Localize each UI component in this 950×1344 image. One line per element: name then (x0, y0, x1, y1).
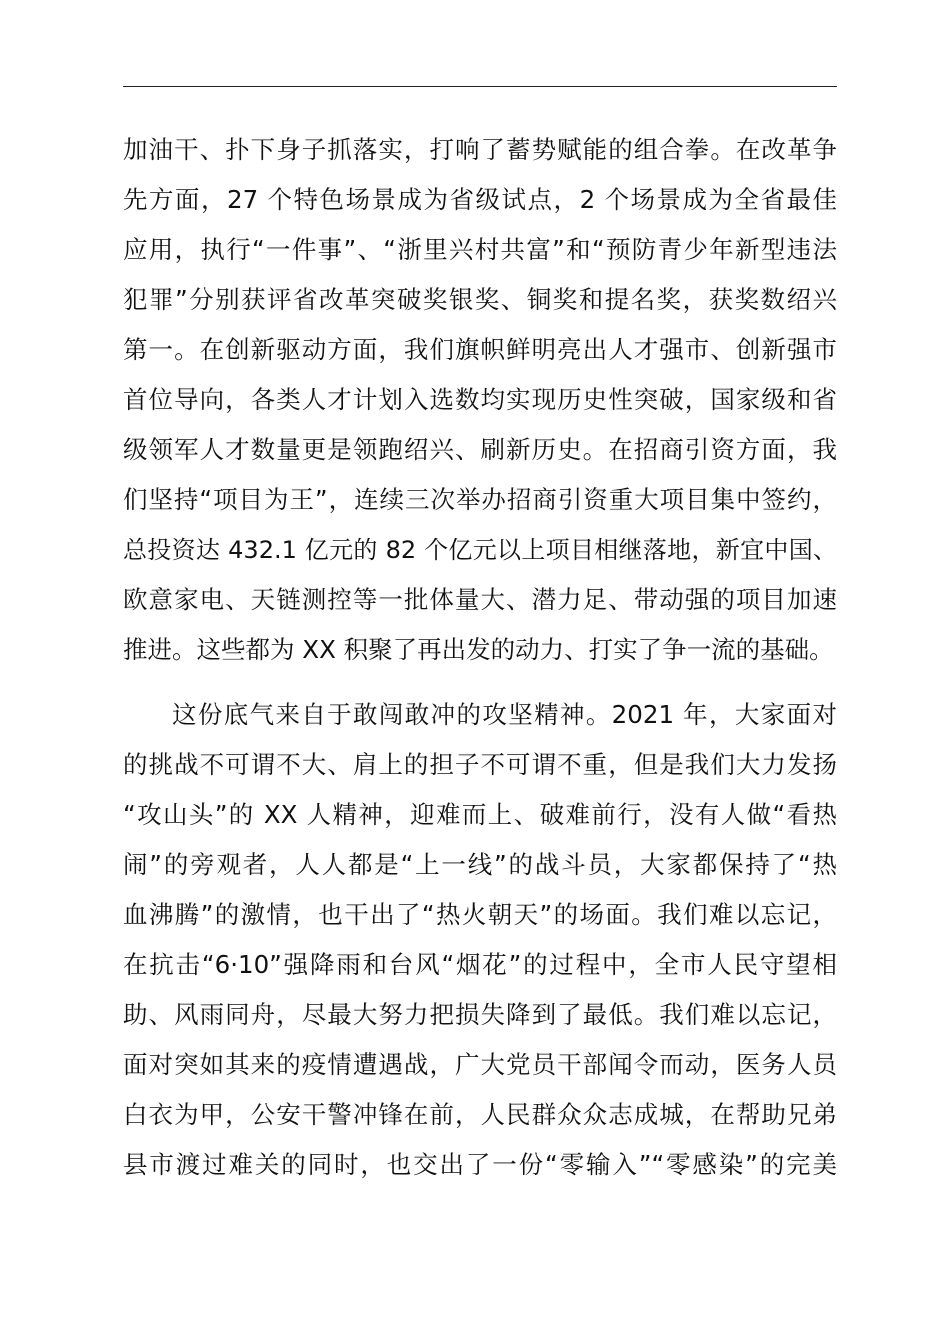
paragraph-reform-results (123, 125, 837, 675)
text-line: 犯罪”分别获评省改革突破奖银奖、铜奖和提名奖，获奖数绍兴 (123, 285, 837, 314)
text-line: 欧意家电、天链测控等一批体量大、潜力足、带动强的项目加速 (123, 585, 837, 614)
header-rule (123, 86, 837, 87)
text-line: 助、风雨同舟，尽最大努力把损失降到了最低。我们难以忘记， (123, 1000, 837, 1029)
text-line: 推进。这些都为 XX 积聚了再出发的动力、打实了争一流的基础。 (123, 635, 834, 664)
text-line: 在抗击“6·10”强降雨和台风“烟花”的过程中，全市人民守望相 (123, 950, 837, 979)
text-line: 加油干、扑下身子抓落实，打响了蓄势赋能的组合拳。在改革争 (123, 135, 837, 164)
text-line: 总投资达 432.1 亿元的 82 个亿元以上项目相继落地，新宜中国、 (123, 536, 837, 564)
text-line: 第一。在创新驱动方面，我们旗帜鲜明亮出人才强市、创新强市 (123, 335, 837, 364)
text-line: 面对突如其来的疫情遭遇战，广大党员干部闻令而动，医务人员 (123, 1050, 837, 1079)
text-line: 血沸腾”的激情，也干出了“热火朝天”的场面。我们难以忘记， (123, 900, 837, 929)
text-line: 首位导向，各类人才计划入选数均实现历史性突破，国家级和省 (123, 385, 837, 414)
text-line: 们坚持“项目为王”，连续三次举办招商引资重大项目集中签约， (123, 485, 837, 514)
text-line: 先方面，27 个特色场景成为省级试点，2 个场景成为全省最佳 (123, 185, 837, 214)
paragraph-fighting-spirit (123, 690, 837, 1190)
text-line: “攻山头”的 XX 人精神，迎难而上、破难前行，没有人做“看热 (123, 800, 837, 829)
text-line: 白衣为甲，公安干警冲锋在前，人民群众众志成城，在帮助兄弟 (123, 1100, 837, 1129)
text-line: 的挑战不可谓不大、肩上的担子不可谓不重，但是我们大力发扬 (123, 750, 837, 779)
text-line: 这份底气来自于敢闯敢冲的攻坚精神。2021 年，大家面对 (172, 700, 837, 729)
text-line: 闹”的旁观者，人人都是“上一线”的战斗员，大家都保持了“热 (123, 850, 837, 879)
text-line: 县市渡过难关的同时，也交出了一份“零输入”“零感染”的完美 (123, 1150, 837, 1179)
text-line: 应用，执行“一件事”、“浙里兴村共富”和“预防青少年新型违法 (123, 235, 837, 264)
text-line: 级领军人才数量更是领跑绍兴、刷新历史。在招商引资方面，我 (123, 435, 837, 464)
